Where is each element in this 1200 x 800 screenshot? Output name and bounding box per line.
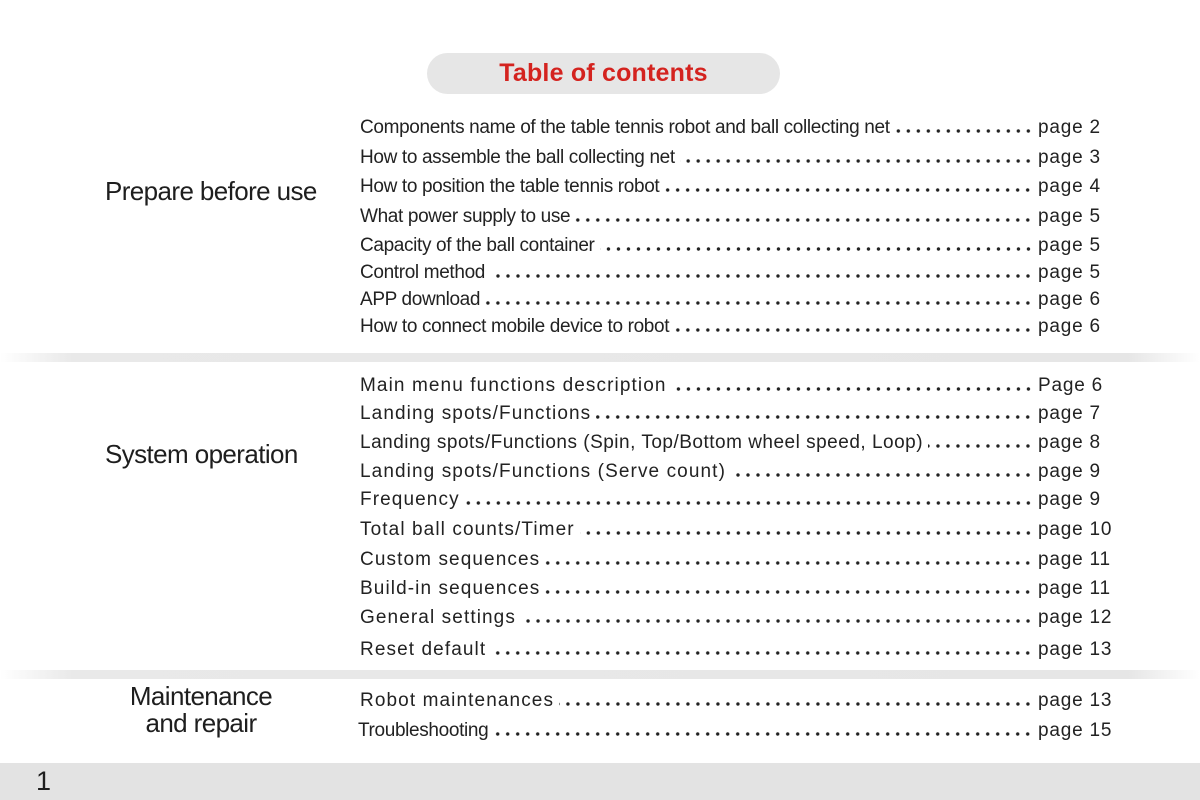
dot-leader bbox=[672, 387, 1033, 391]
toc-entry-title: Landing spots/Functions (Serve count) bbox=[360, 461, 726, 482]
toc-entry[interactable] bbox=[360, 578, 1124, 606]
toc-entry-title: General settings bbox=[360, 607, 516, 628]
dot-leader bbox=[895, 129, 1033, 133]
toc-entry-title: APP download bbox=[360, 289, 481, 310]
toc-entry-page: page 11 bbox=[1038, 549, 1111, 570]
dot-leader bbox=[575, 218, 1033, 222]
toc-entry[interactable] bbox=[360, 432, 1124, 460]
dot-leader bbox=[521, 619, 1033, 623]
dot-leader bbox=[664, 188, 1033, 192]
section-label-maintenance-line1: Maintenance bbox=[129, 681, 273, 711]
toc-entry-page: page 6 bbox=[1038, 289, 1101, 310]
toc-entry-title: Custom sequences bbox=[360, 549, 541, 570]
toc-entry-title: Build-in sequences bbox=[360, 578, 541, 599]
toc-entry-title: Total ball counts/Timer bbox=[360, 519, 575, 540]
toc-entry-page: Page 6 bbox=[1038, 375, 1104, 396]
toc-entry[interactable] bbox=[360, 147, 1124, 175]
toc-entry-page: page 12 bbox=[1038, 607, 1113, 628]
toc-entry[interactable] bbox=[360, 607, 1124, 635]
toc-entry-page: page 15 bbox=[1038, 720, 1113, 741]
dot-leader bbox=[559, 702, 1033, 706]
toc-entry[interactable] bbox=[360, 461, 1124, 489]
section-label-maintenance-line2: and repair bbox=[145, 708, 257, 738]
toc-entry-page: page 6 bbox=[1038, 316, 1101, 337]
toc-entry-title: How to connect mobile device to robot bbox=[360, 316, 670, 337]
toc-entry[interactable] bbox=[360, 262, 1124, 290]
toc-entry-title: Control method bbox=[360, 262, 486, 283]
toc-entry-page: page 9 bbox=[1038, 489, 1101, 510]
toc-entry-page: page 5 bbox=[1038, 262, 1101, 283]
page-title: Table of contents bbox=[499, 59, 708, 87]
toc-entry[interactable] bbox=[360, 117, 1124, 145]
toc-entry-page: page 2 bbox=[1038, 117, 1101, 138]
toc-entry-page: page 11 bbox=[1038, 578, 1111, 599]
toc-entry[interactable] bbox=[360, 235, 1124, 263]
toc-entry-title: Capacity of the ball container bbox=[360, 235, 595, 256]
toc-entry-page: page 4 bbox=[1038, 176, 1101, 197]
toc-entry[interactable] bbox=[360, 639, 1124, 667]
dot-leader bbox=[490, 274, 1033, 278]
toc-entry-title: Reset default bbox=[360, 639, 487, 660]
dot-leader bbox=[545, 590, 1033, 594]
toc-entry[interactable] bbox=[360, 206, 1124, 234]
toc-entry-page: page 13 bbox=[1038, 690, 1113, 711]
toc-entry-title: How to assemble the ball collecting net bbox=[360, 147, 675, 168]
toc-entry-page: page 10 bbox=[1038, 519, 1113, 540]
toc-entry[interactable] bbox=[360, 403, 1124, 431]
section-label-maintenance bbox=[101, 683, 301, 737]
toc-entry-page: page 13 bbox=[1038, 639, 1113, 660]
toc-entry[interactable] bbox=[358, 720, 1124, 748]
dot-leader bbox=[465, 501, 1033, 505]
dot-leader bbox=[493, 732, 1033, 736]
page-number: 1 bbox=[36, 766, 52, 796]
toc-entry[interactable] bbox=[360, 375, 1124, 403]
toc-entry-page: page 5 bbox=[1038, 206, 1101, 227]
footer-bar bbox=[0, 763, 1200, 800]
toc-entry-title: Components name of the table tennis robot and ball collecting net bbox=[360, 117, 890, 138]
dot-leader bbox=[928, 444, 1033, 448]
toc-entry[interactable] bbox=[360, 549, 1124, 577]
toc-entry-title: Landing spots/Functions bbox=[360, 403, 592, 424]
section-label-system: System operation bbox=[105, 439, 298, 469]
dot-leader bbox=[580, 531, 1033, 535]
dot-leader bbox=[491, 651, 1033, 655]
toc-entry-title: Robot maintenances bbox=[360, 690, 555, 711]
dot-leader bbox=[600, 247, 1033, 251]
toc-entry-title: Troubleshooting bbox=[358, 720, 489, 741]
toc-entry-title: What power supply to use bbox=[360, 206, 571, 227]
toc-entry-title: Frequency bbox=[360, 489, 460, 510]
dot-leader bbox=[731, 473, 1033, 477]
toc-entry-page: page 9 bbox=[1038, 461, 1101, 482]
toc-entry-page: page 8 bbox=[1038, 432, 1101, 453]
toc-entry[interactable] bbox=[360, 519, 1124, 547]
dot-leader bbox=[485, 301, 1033, 305]
toc-entry[interactable] bbox=[360, 316, 1124, 344]
toc-entry-page: page 3 bbox=[1038, 147, 1101, 168]
toc-entry-title: How to position the table tennis robot bbox=[360, 176, 660, 197]
dot-leader bbox=[545, 561, 1033, 565]
toc-entry[interactable] bbox=[360, 176, 1124, 204]
section-divider bbox=[0, 670, 1200, 679]
toc-entry-page: page 7 bbox=[1038, 403, 1101, 424]
toc-entry[interactable] bbox=[360, 489, 1124, 517]
toc-entry-page: page 5 bbox=[1038, 235, 1101, 256]
dot-leader bbox=[680, 159, 1033, 163]
dot-leader bbox=[596, 415, 1033, 419]
dot-leader bbox=[674, 328, 1033, 332]
section-divider bbox=[0, 353, 1200, 362]
toc-entry-title: Main menu functions description bbox=[360, 375, 667, 396]
title-banner bbox=[427, 53, 780, 94]
section-label-prepare: Prepare before use bbox=[105, 176, 317, 206]
toc-entry[interactable] bbox=[360, 289, 1124, 317]
toc-entry[interactable] bbox=[360, 690, 1124, 718]
toc-entry-title: Landing spots/Functions (Spin, Top/Bottom wheel speed, Loop) bbox=[360, 432, 924, 453]
